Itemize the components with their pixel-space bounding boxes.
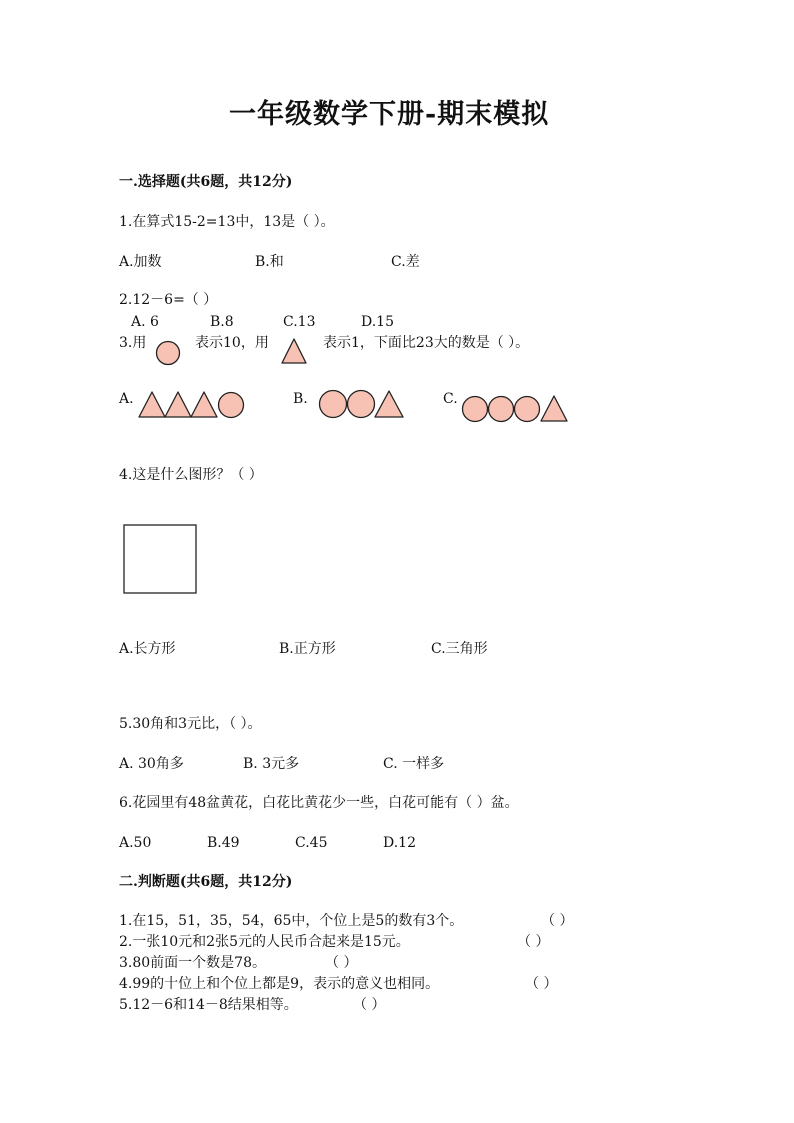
question-5-option-c[interactable]: C. 一样多 (383, 756, 445, 772)
question-3-stem-part2: 表示10，用 (195, 335, 269, 351)
question-2-option-d[interactable]: D.15 (361, 314, 394, 330)
question-6-option-d[interactable]: D.12 (383, 835, 416, 851)
circle-icon (320, 391, 347, 418)
judge-item-5-text: 5.12－6和14－8结果相等。 (119, 997, 298, 1013)
question-3-option-a-shapes[interactable] (138, 390, 248, 420)
question-6-option-a[interactable]: A.50 (119, 835, 152, 851)
question-4-option-b[interactable]: B.正方形 (279, 641, 336, 657)
judge-item-4-answer[interactable]: （ ） (525, 976, 558, 992)
question-5-stem: 5.30角和3元比，（ ）。 (119, 716, 262, 732)
triangle-icon (139, 392, 165, 417)
question-4-option-a[interactable]: A.长方形 (119, 641, 176, 657)
question-4-option-c[interactable]: C.三角形 (431, 641, 488, 657)
circle-icon (348, 391, 375, 418)
triangle-icon (191, 392, 217, 417)
question-3-option-b-label[interactable]: B. (293, 391, 308, 407)
question-6-option-c[interactable]: C.45 (295, 835, 328, 851)
question-3-stem-part3: 表示1，下面比23大的数是（ ）。 (323, 335, 530, 351)
question-6-stem: 6.花园里有48盆黄花，白花比黄花少一些，白花可能有（ ）盆。 (119, 795, 519, 811)
question-5-option-b[interactable]: B. 3元多 (243, 756, 300, 772)
question-5-option-a[interactable]: A. 30角多 (119, 756, 184, 772)
question-1-option-b[interactable]: B.和 (255, 254, 284, 270)
question-3-stem-part1: 3.用 (119, 335, 147, 351)
question-3-option-b-shapes[interactable] (318, 389, 408, 419)
question-6-option-b[interactable]: B.49 (207, 835, 240, 851)
judge-item-2-answer[interactable]: （ ） (517, 934, 550, 950)
judge-item-3-answer[interactable]: （ ） (325, 955, 358, 971)
judge-item-3-text: 3.80前面一个数是78。 (119, 955, 266, 971)
circle-icon (515, 397, 540, 422)
section-heading-choice: 一.选择题(共6题，共12分) (119, 174, 293, 190)
question-4-stem: 4.这是什么图形？（ ） (119, 467, 263, 483)
triangle-icon (165, 392, 191, 417)
judge-item-1-answer[interactable]: （ ） (541, 913, 574, 929)
judge-item-1-text: 1.在15，51，35，54，65中，个位上是5的数有3个。 (119, 913, 464, 929)
question-1-option-a[interactable]: A.加数 (119, 254, 162, 270)
question-2-option-c[interactable]: C.13 (283, 314, 316, 330)
triangle-icon (375, 391, 403, 417)
judge-item-4-text: 4.99的十位上和个位上都是9，表示的意义也相同。 (119, 976, 440, 992)
question-2-option-a[interactable]: A. 6 (131, 314, 159, 330)
question-1-option-c[interactable]: C.差 (391, 254, 420, 270)
page-title: 一年级数学下册-期末模拟 (229, 99, 550, 130)
question-3-option-c-shapes[interactable] (461, 394, 571, 424)
question-3-option-a-label[interactable]: A. (119, 391, 134, 407)
question-3-option-c-label[interactable]: C. (443, 391, 458, 407)
one-triangle-icon (281, 338, 307, 364)
section-heading-true-false: 二.判断题(共6题，共12分) (119, 874, 293, 890)
question-2-stem-text: 2.12－6=（ ） (119, 292, 218, 308)
question-2-option-b[interactable]: B.8 (210, 314, 234, 330)
circle-icon (219, 393, 244, 418)
square-figure (123, 524, 199, 594)
judge-item-2-text: 2.一张10元和2张5元的人民币合起来是15元。 (119, 934, 410, 950)
triangle-icon (541, 396, 567, 421)
circle-icon (489, 397, 514, 422)
judge-item-5-answer[interactable]: （ ） (353, 997, 386, 1013)
question-1-stem: 1.在算式15-2=13中，13是（ ）。 (119, 214, 335, 230)
ten-circle-icon (155, 340, 181, 366)
circle-icon (463, 397, 488, 422)
